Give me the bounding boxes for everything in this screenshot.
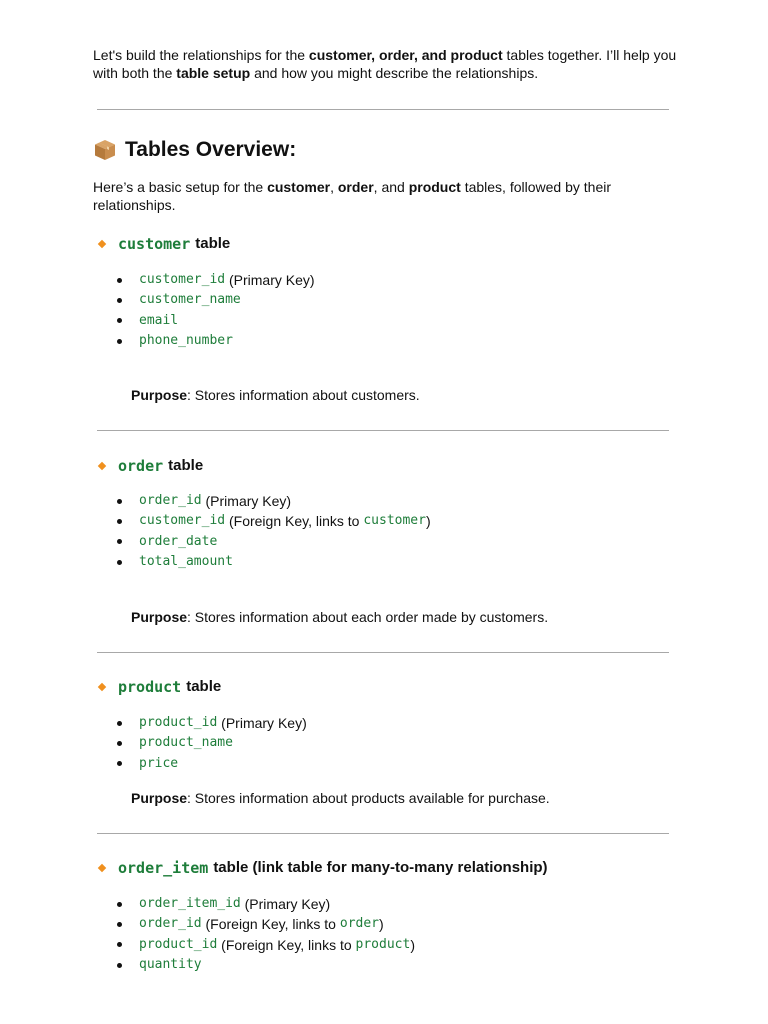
purpose-text: : Stores information about customers. (187, 387, 420, 403)
bullet-dot-icon (117, 519, 122, 524)
field-note-close: ) (410, 936, 415, 953)
list-item (117, 290, 315, 310)
table-heading-order (99, 456, 203, 476)
intro-text: and how you might describe the relationships. (250, 65, 539, 81)
list-item (117, 532, 431, 552)
bullet-dot-icon (117, 741, 122, 746)
table-heading-suffix: table (186, 678, 222, 695)
purpose-text: : Stores information about products available for purchase. (187, 790, 550, 806)
intro-bold-setup: table setup (176, 65, 251, 81)
bullet-dot-icon (117, 298, 122, 303)
package-icon (93, 138, 117, 162)
table-name: product (118, 678, 182, 696)
desc-bold: order (337, 179, 374, 195)
field-name: quantity (139, 956, 202, 972)
list-item (117, 894, 415, 914)
field-note: (Primary Key) (217, 715, 307, 731)
table-heading-suffix: table (link table for many-to-many relationship) (213, 859, 548, 876)
bullet-dot-icon (117, 539, 122, 544)
list-item (117, 311, 315, 331)
divider (97, 109, 669, 110)
desc-text: tables, followed by their relationships. (93, 179, 612, 213)
bullet-dot-icon (117, 339, 122, 344)
intro-text: Let's build the relationships for the (93, 47, 309, 63)
list-item (117, 754, 307, 774)
field-name: product_name (139, 735, 233, 751)
field-name: order_id (139, 916, 202, 932)
overview-description (93, 178, 653, 214)
diamond-bullet-icon (98, 864, 106, 872)
intro-text: tables together. I’ll help you with both the (93, 47, 677, 81)
table-name: order (118, 457, 164, 475)
field-name: order_id (139, 493, 202, 508)
bullet-dot-icon (117, 560, 122, 565)
list-item (117, 552, 431, 572)
table-heading-order-item (99, 858, 548, 878)
table-heading-suffix: table (195, 235, 231, 252)
bullet-dot-icon (117, 922, 122, 927)
divider (97, 833, 669, 834)
field-name: price (139, 755, 179, 771)
list-item (117, 914, 415, 934)
field-name: customer_id (139, 513, 226, 529)
table-heading-suffix: table (168, 457, 204, 474)
list-item (117, 270, 315, 290)
list-item (117, 713, 307, 733)
list-item (117, 935, 415, 955)
purpose-order (131, 608, 548, 626)
field-note-close: ) (379, 916, 384, 933)
list-item (117, 733, 307, 753)
desc-text: , (330, 179, 338, 195)
bullet-dot-icon (117, 963, 122, 968)
bullet-dot-icon (117, 278, 122, 283)
purpose-text: : Stores information about each order made by customers. (187, 609, 549, 625)
field-name: product_id (139, 715, 218, 730)
desc-text: , and (373, 179, 409, 195)
bullet-dot-icon (117, 318, 122, 323)
bullet-dot-icon (117, 902, 122, 907)
section-heading (93, 136, 296, 164)
purpose-customer (131, 386, 420, 404)
field-note: (Foreign Key, links to (217, 936, 356, 953)
field-name: customer_id (139, 272, 226, 287)
desc-bold: product (408, 179, 461, 195)
table-heading-product (99, 677, 221, 697)
field-name: phone_number (139, 332, 233, 348)
field-name: order_date (139, 533, 218, 549)
field-list-product (117, 713, 307, 774)
field-note: (Foreign Key, links to (225, 513, 364, 530)
field-note: (Primary Key) (201, 493, 292, 509)
list-item (117, 331, 315, 351)
table-name: order_item (118, 859, 209, 877)
field-list-order-item (117, 894, 415, 975)
list-item (117, 511, 431, 531)
desc-bold: customer (267, 179, 331, 195)
field-name: product_id (139, 936, 218, 952)
purpose-label: Purpose (131, 609, 188, 625)
bullet-dot-icon (117, 942, 122, 947)
field-name: customer_name (139, 292, 241, 308)
field-name: order_item_id (139, 896, 241, 911)
bullet-dot-icon (117, 761, 122, 766)
heading-text: Tables Overview: (125, 138, 297, 161)
intro-paragraph (93, 46, 683, 82)
divider (97, 652, 669, 653)
field-name: total_amount (139, 553, 233, 569)
field-reference: order (339, 916, 380, 932)
bullet-dot-icon (117, 721, 122, 726)
diamond-bullet-icon (98, 683, 106, 691)
diamond-bullet-icon (98, 240, 106, 248)
table-name: customer (118, 235, 191, 253)
field-note: (Primary Key) (240, 896, 331, 912)
desc-text: Here’s a basic setup for the (93, 179, 268, 195)
table-heading-customer (99, 234, 230, 254)
list-item (117, 955, 415, 975)
field-list-customer (117, 270, 315, 351)
field-note: (Primary Key) (225, 272, 315, 288)
diamond-bullet-icon (98, 462, 106, 470)
purpose-product (131, 789, 550, 807)
field-list-order (117, 491, 431, 572)
purpose-label: Purpose (131, 790, 188, 806)
field-note: (Foreign Key, links to (201, 916, 340, 933)
divider (97, 430, 669, 431)
field-reference: customer (363, 513, 426, 529)
field-reference: product (355, 936, 411, 952)
field-note-close: ) (425, 513, 431, 530)
bullet-dot-icon (117, 499, 122, 504)
purpose-label: Purpose (131, 387, 188, 403)
intro-bold-tables: customer, order, and product (308, 47, 503, 63)
list-item (117, 491, 431, 511)
field-name: email (139, 312, 179, 328)
